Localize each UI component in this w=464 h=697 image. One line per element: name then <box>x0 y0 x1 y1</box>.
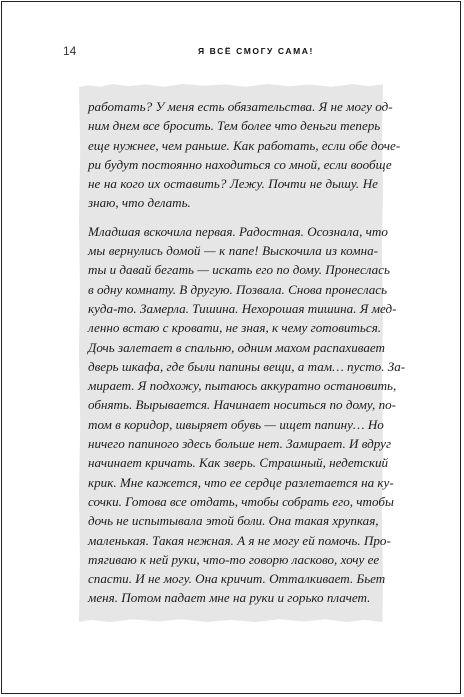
text-line: ты и давай бегать — искать его по дому. Пронеслась <box>88 262 390 278</box>
text-line: Младшая вскочила первая. Радостная. Осознала, что <box>88 223 388 239</box>
text-line: крик. Мне кажется, что ее сердце разлетается на ку- <box>88 474 394 490</box>
text-line: меня. Потом падает мне на руки и горько плачет. <box>88 590 371 606</box>
page-header <box>2 44 460 64</box>
text-line: куда-то. Замерла. Тишина. Нехорошая тишина. Я мед- <box>88 300 397 316</box>
body-text <box>88 97 406 608</box>
page-number: 14 <box>63 44 77 58</box>
text-line: маленькая. Такая нежная. А я не могу ей помочь. Про- <box>88 532 391 548</box>
text-line: знаю, что делать. <box>88 195 191 211</box>
text-line: сочки. Готова все отдать, чтобы собрать его, чтобы <box>88 493 394 509</box>
text-line: дочь не испытывала этой боли. Она такая хрупкая, <box>88 513 379 529</box>
text-line: ним днем все бросить. Тем более что деньги теперь <box>88 118 381 134</box>
text-line: начинает кричать. Как зверь. Страшный, недетский <box>88 455 389 471</box>
text-line: работать? У меня есть обязательства. Я не могу од- <box>88 99 393 114</box>
text-line: тягиваю к ней руки, что-то говорю ласково, хочу ее <box>88 551 380 567</box>
text-line: мирает. Я подхожу, пытаюсь аккуратно остановить, <box>88 378 397 394</box>
running-title: Я ВСЁ СМОГУ САМА! <box>198 46 314 56</box>
text-line: ри будут постоянно находиться со мной, если вообще <box>88 156 392 172</box>
text-line: мы вернулись домой — к папе! Выскочила из комна- <box>88 243 378 259</box>
text-line: в одну комнату. В другую. Позвала. Снова пронеслась <box>88 281 388 297</box>
text-line: дверь шкафа, где были папины вещи, а там… пусто. За- <box>88 358 406 374</box>
text-line: обнять. Вырывается. Начинает носиться по дому, по- <box>88 397 397 413</box>
text-line: не на кого их оставить? Лежу. Почти не дышу. Не <box>88 176 378 192</box>
text-line: ничего папиного здесь больше нет. Замирает. И вдруг <box>88 436 392 452</box>
text-line: том в коридор, швыряет обувь — ищет папину… Но <box>88 416 384 432</box>
paragraph-gap <box>88 213 378 222</box>
paragraph <box>88 222 406 608</box>
paragraph <box>88 97 401 213</box>
text-line: Дочь залетает в спальню, одним махом распахивает <box>88 339 386 355</box>
text-line: еще нужнее, чем раньше. Как работать, если обе доче- <box>88 137 401 153</box>
text-line: спасти. И не могу. Она кричит. Отталкивает. Бьет <box>88 571 386 587</box>
text-line: ленно встаю с кровати, не зная, к чему готовиться. <box>88 320 382 336</box>
